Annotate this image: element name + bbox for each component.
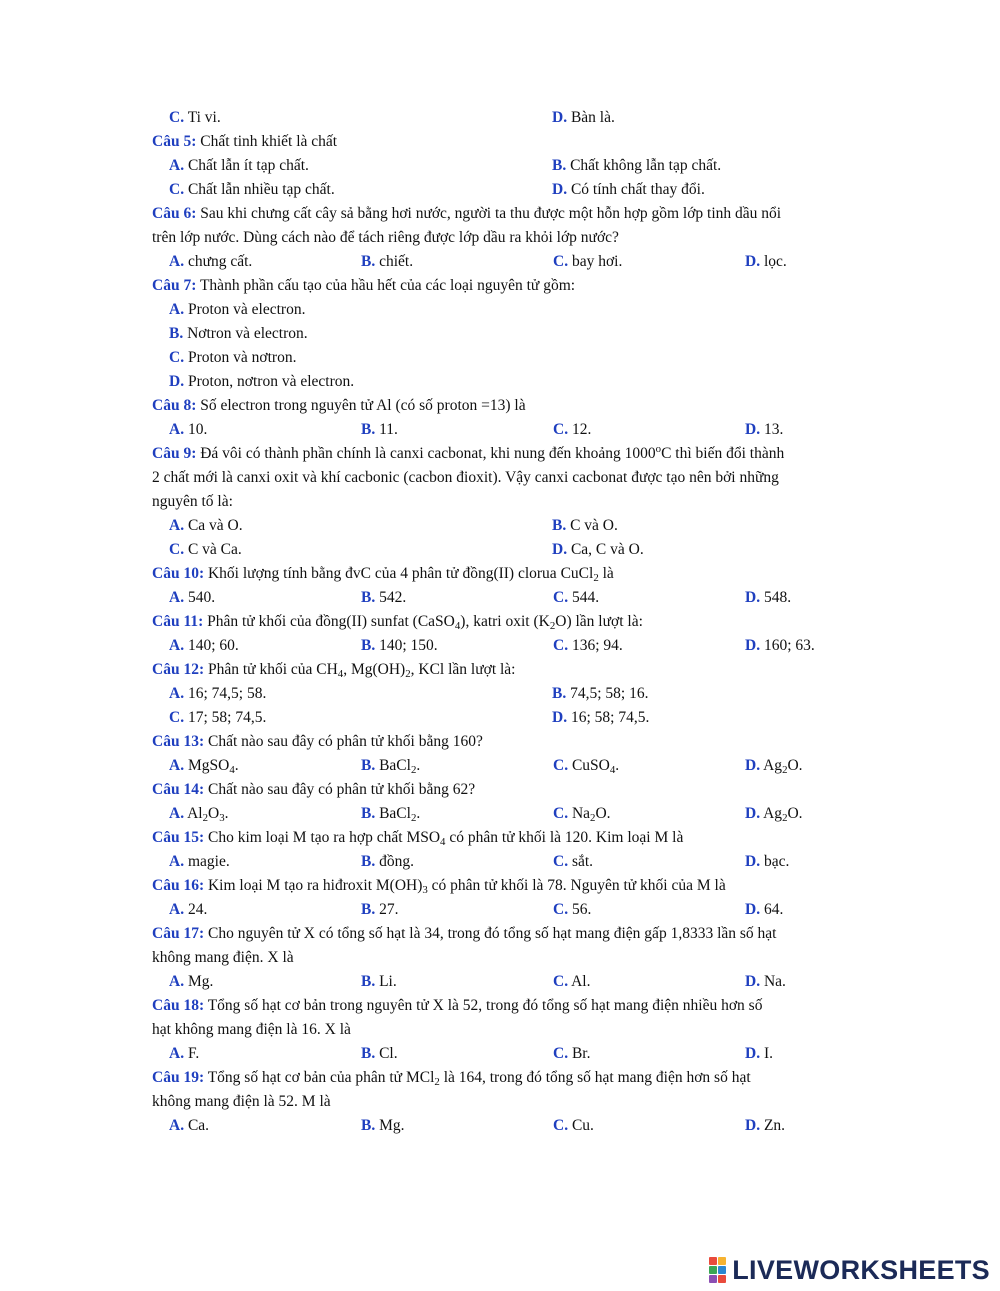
q9-option-a[interactable]: A. Ca và O.	[169, 517, 243, 534]
q8-option-a[interactable]: A. 10.	[169, 421, 208, 438]
q10-option-a[interactable]: A. 540.	[169, 589, 216, 606]
q5-option-d[interactable]: D. Có tính chất thay đổi.	[552, 181, 705, 198]
q15-options	[152, 850, 852, 874]
q15-option-c[interactable]: C. sắt.	[553, 853, 594, 870]
q13-options	[152, 754, 852, 778]
q14-option-d[interactable]: D. $Ag_2O$.	[745, 805, 803, 824]
q9-options-row2	[152, 538, 852, 562]
worksheet-page	[152, 106, 852, 1138]
logo-square	[718, 1275, 726, 1283]
q19-option-c[interactable]: C. Cu.	[553, 1117, 594, 1134]
liveworksheets-logo-text: LIVEWORKSHEETS	[732, 1254, 990, 1285]
q11-option-c[interactable]: C. 136; 94.	[553, 637, 623, 654]
q11-options	[152, 634, 852, 658]
q10-option-d[interactable]: D. 548.	[745, 589, 792, 606]
q7-option-a[interactable]: A. Proton và electron.	[169, 301, 306, 318]
q4-option-c[interactable]: C. Ti vi.	[169, 109, 221, 126]
question-18: Câu 18: Tổng số hạt cơ bản trong nguyên tử X là 52, trong đó tổng số hạt mang điện nhiều hơn số hạt không mang điện là 16. X là	[152, 997, 763, 1038]
q16-option-a[interactable]: A. 24.	[169, 901, 208, 918]
question-5: Câu 5: Chất tinh khiết là chất	[152, 133, 338, 150]
q16-options	[152, 898, 852, 922]
q12-option-b[interactable]: B. 74,5; 58; 16.	[552, 685, 649, 702]
q5-options-row1	[152, 154, 852, 178]
question-13: Câu 13: Chất nào sau đây có phân tử khối bằng 160?	[152, 733, 483, 750]
q6-option-a[interactable]: A. chưng cất.	[169, 253, 253, 270]
q7-option-c-row	[152, 346, 852, 370]
q16-option-b[interactable]: B. 27.	[361, 901, 399, 918]
q17-option-c[interactable]: C. Al.	[553, 973, 591, 990]
q11-option-d[interactable]: D. 160; 63.	[745, 637, 815, 654]
question-10: Câu 10: Khối lượng tính bằng đvC của 4 phân tử đồng(II) clorua CuCl$_2$ là	[152, 565, 614, 584]
logo-square	[718, 1257, 726, 1265]
q13-option-a[interactable]: A. MgSO$_4$.	[169, 757, 239, 776]
q12-option-c[interactable]: C. 17; 58; 74,5.	[169, 709, 267, 726]
q7-option-b[interactable]: B. Nơtron và electron.	[169, 325, 308, 342]
liveworksheets-logo-icon	[709, 1257, 726, 1283]
q19-options	[152, 1114, 852, 1138]
question-17: Câu 17: Cho nguyên tử X có tổng số hạt là 34, trong đó tổng số hạt mang điện gấp 1,8333 lần số hạt không mang điện. X là	[152, 925, 777, 966]
q4-option-d[interactable]: D. Bàn là.	[552, 109, 615, 126]
q13-option-c[interactable]: C. CuSO$_4$.	[553, 757, 620, 776]
q11-option-b[interactable]: B. 140; 150.	[361, 637, 438, 654]
q8-options	[152, 418, 852, 442]
q15-option-d[interactable]: D. bạc.	[745, 853, 790, 870]
q18-options	[152, 1042, 852, 1066]
question-6: Câu 6: Sau khi chưng cất cây sả bằng hơi nước, người ta thu được một hỗn hợp gồm lớp tinh dầu nổi trên lớp nước. Dùng cách nào để tách riêng được lớp dầu ra khỏi lớp nước?	[152, 205, 782, 246]
q6-option-b[interactable]: B. chiết.	[361, 253, 414, 270]
q11-option-a[interactable]: A. 140; 60.	[169, 637, 239, 654]
q12-options-row1	[152, 682, 852, 706]
q12-option-a[interactable]: A. 16; 74,5; 58.	[169, 685, 267, 702]
q16-option-d[interactable]: D. 64.	[745, 901, 784, 918]
q7-option-d[interactable]: D. Proton, nơtron và electron.	[169, 373, 355, 390]
q10-options	[152, 586, 852, 610]
question-11: Câu 11: Phân tử khối của đồng(II) sunfat (CaSO$_4$), katri oxit $(K_2O)$ lần lượt là:	[152, 613, 643, 632]
question-9: Câu 9: Đá vôi có thành phần chính là canxi cacbonat, khi nung đến khoảng 1000$^o$C thì biến đổi thành 2 chất mới là canxi oxit và khí cacbonic (cacbon đioxit). Vậy canxi cacbonat được tạo nên bởi những nguyên tố là:	[152, 442, 785, 510]
q5-option-c[interactable]: C. Chất lẫn nhiều tạp chất.	[169, 181, 335, 198]
q8-option-d[interactable]: D. 13.	[745, 421, 784, 438]
q10-option-c[interactable]: C. 544.	[553, 589, 600, 606]
logo-square	[709, 1257, 717, 1265]
q12-options-row2	[152, 706, 852, 730]
q8-option-c[interactable]: C. 12.	[553, 421, 592, 438]
q5-option-b[interactable]: B. Chất không lẫn tạp chất.	[552, 157, 722, 174]
question-16: Câu 16: Kim loại M tạo ra hiđroxit $M(OH)_3$ có phân tử khối là 78. Nguyên tử khối của M là	[152, 877, 726, 896]
q5-options-row2	[152, 178, 852, 202]
question-12: Câu 12: Phân tử khối của $CH_4$, $Mg(OH)_2$, KCl lần lượt là:	[152, 661, 516, 680]
question-15: Câu 15: Cho kim loại M tạo ra hợp chất $MSO_4$ có phân tử khối là 120. Kim loại M là	[152, 829, 684, 848]
q17-option-d[interactable]: D. Na.	[745, 973, 786, 990]
q15-option-a[interactable]: A. magie.	[169, 853, 230, 870]
q18-option-d[interactable]: D. I.	[745, 1045, 773, 1062]
q9-option-c[interactable]: C. C và Ca.	[169, 541, 242, 558]
q10-option-b[interactable]: B. 542.	[361, 589, 407, 606]
q18-option-b[interactable]: B. Cl.	[361, 1045, 398, 1062]
q16-option-c[interactable]: C. 56.	[553, 901, 592, 918]
q19-option-b[interactable]: B. Mg.	[361, 1117, 405, 1134]
liveworksheets-logo[interactable]	[709, 1253, 990, 1287]
question-14: Câu 14: Chất nào sau đây có phân tử khối bằng 62?	[152, 781, 476, 798]
question-19: Câu 19: Tổng số hạt cơ bản của phân tử MCl$_2$ là 164, trong đó tổng số hạt mang điện hơn số hạt không mang điện là 52. M là	[152, 1069, 751, 1110]
q8-option-b[interactable]: B. 11.	[361, 421, 398, 438]
q14-option-c[interactable]: C. $Na_2O$.	[553, 805, 611, 824]
q6-option-c[interactable]: C. bay hơi.	[553, 253, 623, 270]
q18-option-c[interactable]: C. Br.	[553, 1045, 591, 1062]
q7-option-b-row	[152, 322, 852, 346]
q7-option-d-row	[152, 370, 852, 394]
q15-option-b[interactable]: B. đồng.	[361, 853, 414, 870]
q17-option-a[interactable]: A. Mg.	[169, 973, 214, 990]
logo-square	[709, 1266, 717, 1274]
q14-option-b[interactable]: B. BaCl$_2$.	[361, 805, 421, 824]
q17-option-b[interactable]: B. Li.	[361, 973, 397, 990]
q13-option-d[interactable]: D. $Ag_2O$.	[745, 757, 803, 776]
q6-option-d[interactable]: D. lọc.	[745, 253, 787, 270]
q9-options-row1	[152, 514, 852, 538]
question-7: Câu 7: Thành phần cấu tạo của hầu hết của các loại nguyên tử gồm:	[152, 277, 576, 294]
q4-options	[152, 106, 852, 130]
q18-option-a[interactable]: A. F.	[169, 1045, 200, 1062]
q13-option-b[interactable]: B. BaCl$_2$.	[361, 757, 421, 776]
logo-square	[709, 1275, 717, 1283]
q9-option-b[interactable]: B. C và O.	[552, 517, 618, 534]
q14-option-a[interactable]: A. $Al_2O_3$.	[169, 805, 229, 824]
q9-option-d[interactable]: D. Ca, C và O.	[552, 541, 644, 558]
q7-option-c[interactable]: C. Proton và nơtron.	[169, 349, 297, 366]
question-8: Câu 8: Số electron trong nguyên tử Al (có số proton =13) là	[152, 397, 526, 414]
logo-square	[718, 1266, 726, 1274]
q12-option-d[interactable]: D. 16; 58; 74,5.	[552, 709, 650, 726]
q19-option-a[interactable]: A. Ca.	[169, 1117, 210, 1134]
q17-options	[152, 970, 852, 994]
q6-options	[152, 250, 852, 274]
q5-option-a[interactable]: A. Chất lẫn ít tạp chất.	[169, 157, 309, 174]
q19-option-d[interactable]: D. Zn.	[745, 1117, 786, 1134]
q7-option-a-row	[152, 298, 852, 322]
q14-options	[152, 802, 852, 826]
